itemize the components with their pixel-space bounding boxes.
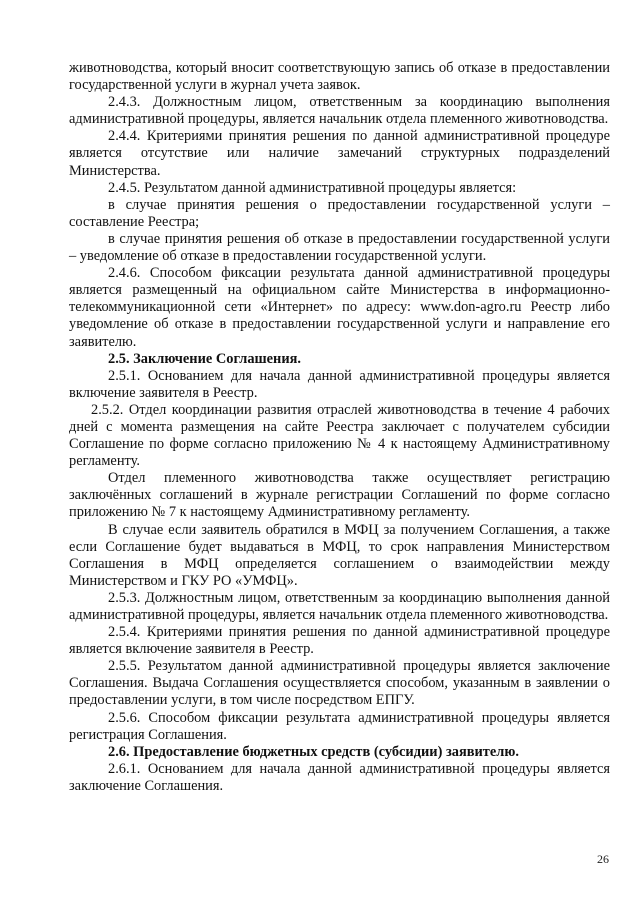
section-heading-2-6: 2.6. Предоставление бюджетных средств (субсидии) заявителю. bbox=[108, 743, 519, 760]
paragraph-2-5-4: 2.5.4. Критериями принятия решения по данной административной процедуре является включение заявителя в Реестр. bbox=[69, 624, 610, 658]
section-heading-2-5: 2.5. Заключение Соглашения. bbox=[108, 350, 302, 367]
paragraph-2-4-3: 2.4.3. Должностным лицом, ответственным за координацию выполнения административной процедуры, является начальник отдела племенного животноводства. bbox=[69, 94, 610, 128]
paragraph-2-5-2: 2.5.2. Отдел координации развития отраслей животноводства в течение 4 рабочих дней с момента размещения на сайте Реестра заключает с получателем субсидии Соглашение по форме согласно приложению № 4 к настоящему Административному регламенту. bbox=[69, 401, 610, 470]
paragraph-2-4-4: 2.4.4. Критериями принятия решения по данной административной процедуре является отсутствие или наличие замечаний структурных подразделений Министерства. bbox=[69, 128, 610, 179]
paragraph-2-5-3: 2.5.3. Должностным лицом, ответственным за координацию выполнения данной административной процедуры, является начальник отдела племенного животноводства. bbox=[69, 589, 610, 623]
paragraph-2-4-5-case-refusal: в случае принятия решения об отказе в предоставлении государственной услуги – уведомление об отказе в предоставлении государственной услуги. bbox=[69, 230, 610, 265]
paragraph-2-5-6: 2.5.6. Способом фиксации результата административной процедуры является регистрация Соглашения. bbox=[69, 709, 610, 743]
page-number: 26 bbox=[597, 852, 609, 866]
paragraph-2-4-6: 2.4.6. Способом фиксации результата данной административной процедуры является размещенный на официальном сайте Министерства в информационно-телекоммуникационной сети «Интернет» по адресу: www.don-agro.ru Реестр либо уведомление об отказе в предоставлении государственной услуги и направление его заявителю. bbox=[69, 265, 610, 350]
document-body bbox=[69, 60, 610, 795]
paragraph-2-5-5: 2.5.5. Результатом данной административной процедуры является заключение Соглашения. Выдача Соглашения осуществляется способом, указанным в заявлении о предоставлении услуги, в том числе посредством ЕПГУ. bbox=[69, 658, 610, 709]
paragraph-2-5-1: 2.5.1. Основанием для начала данной административной процедуры является включение заявителя в Реестр. bbox=[69, 367, 610, 401]
paragraph-2-4-5: 2.4.5. Результатом данной административной процедуры является: bbox=[108, 179, 517, 196]
paragraph-mfc: В случае если заявитель обратился в МФЦ за получением Соглашения, а также если Соглашение будет выдаваться в МФЦ, то срок направления Министерством Соглашения в МФЦ определяется соглашением о взаимодействии между Министерством и ГКУ РО «УМФЦ». bbox=[69, 521, 610, 589]
paragraph-registration: Отдел племенного животноводства также осуществляет регистрацию заключённых соглашений в журнале регистрации Соглашений по форме согласно приложению № 7 к настоящему Административному регламенту. bbox=[69, 470, 610, 521]
paragraph-2-4-5-case-grant: в случае принятия решения о предоставлении государственной услуги – составление Реестра; bbox=[69, 196, 610, 230]
paragraph-2-6-1: 2.6.1. Основанием для начала данной административной процедуры является заключение Соглашения. bbox=[69, 760, 610, 794]
paragraph-continuation: животноводства, который вносит соответствующую запись об отказе в предоставлении государственной услуги в журнал учета заявок. bbox=[69, 60, 610, 94]
